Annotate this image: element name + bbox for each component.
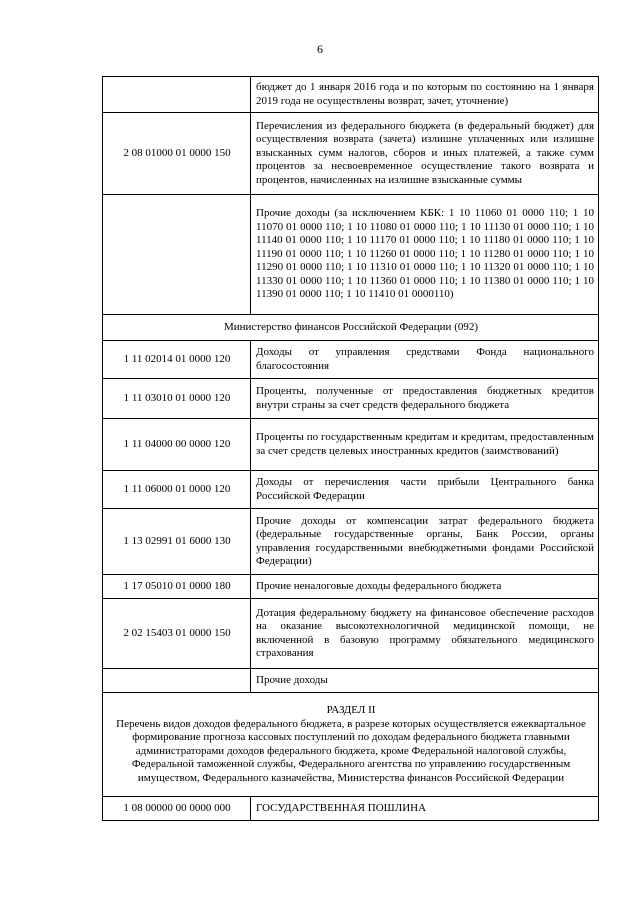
table-row — [103, 669, 599, 693]
ministry-header: Министерство финансов Российской Федерации (092) — [103, 315, 599, 341]
description-cell: Прочие доходы (за исключением КБК: 1 10 11060 01 0000 110; 1 10 11070 01 0000 110; 1 10 11080 01 0000 110; 1 10 11130 01 0000 110; 1 10 11140 01 0000 110; 1 10 11170 01 0000 110; 1 10 11180 01 0000 110; 1 10 11190 01 0000 110; 1 10 11260 01 0000 110; 1 10 11280 01 0000 110; 1 10 11290 01 0000 110; 1 10 11310 01 0000 110; 1 10 11320 01 0000 110; 1 10 11330 01 0000 110; 1 10 11360 01 0000 110; 1 10 11380 01 0000 110; 1 10 11390 01 0000 110; 1 10 11410 01 0000110) — [251, 195, 599, 315]
description-cell: Дотация федеральному бюджету на финансовое обеспечение расходов на оказание высокотехнологичной медицинской помощи, не включенной в базовую программу обязательного медицинского страхования — [251, 599, 599, 669]
ministry-header-row — [103, 315, 599, 341]
description-cell: Прочие доходы от компенсации затрат федерального бюджета (федеральные государственные органы, Банк России, органы управления государственными внебюджетными фондами Российской Федерации) — [251, 509, 599, 575]
kbk-code-cell: 1 11 02014 01 0000 120 — [103, 341, 251, 379]
section-title: РАЗДЕЛ II — [326, 704, 376, 716]
description-cell: бюджет до 1 января 2016 года и по которым по состоянию на 1 января 2019 года не осуществлены возврат, зачет, уточнение) — [251, 77, 599, 113]
table-row — [103, 419, 599, 471]
table-row — [103, 341, 599, 379]
kbk-code-cell: 1 11 06000 01 0000 120 — [103, 471, 251, 509]
table-row — [103, 797, 599, 821]
kbk-code-cell: 1 11 03010 01 0000 120 — [103, 379, 251, 419]
table-row — [103, 599, 599, 669]
kbk-code-cell: 1 13 02991 01 6000 130 — [103, 509, 251, 575]
kbk-code-cell — [103, 195, 251, 315]
description-cell: Прочие неналоговые доходы федерального бюджета — [251, 575, 599, 599]
table-row — [103, 471, 599, 509]
kbk-code-cell — [103, 669, 251, 693]
table-row — [103, 379, 599, 419]
description-cell: Доходы от перечисления части прибыли Центрального банка Российской Федерации — [251, 471, 599, 509]
kbk-code-cell: 2 08 01000 01 0000 150 — [103, 113, 251, 195]
table-row — [103, 195, 599, 315]
revenue-table — [102, 76, 599, 821]
table-row — [103, 575, 599, 599]
kbk-code-cell: 1 11 04000 00 0000 120 — [103, 419, 251, 471]
description-cell: Перечисления из федерального бюджета (в федеральный бюджет) для осуществления возврата (зачета) излишне уплаченных или излишне взысканных сумм налогов, сборов и иных платежей, а также сумм процентов за несвоевременное осуществление такого возврата и процентов, начисленных на излишне взысканные суммы — [251, 113, 599, 195]
kbk-code-cell — [103, 77, 251, 113]
table-row — [103, 77, 599, 113]
description-cell: ГОСУДАРСТВЕННАЯ ПОШЛИНА — [251, 797, 599, 821]
section-cell — [103, 693, 599, 797]
page-number: 6 — [317, 42, 323, 56]
description-cell: Прочие доходы — [251, 669, 599, 693]
table-row — [103, 113, 599, 195]
description-cell: Проценты, полученные от предоставления бюджетных кредитов внутри страны за счет средств федерального бюджета — [251, 379, 599, 419]
description-cell: Проценты по государственным кредитам и кредитам, предоставленным за счет средств целевых иностранных кредитов (заимствований) — [251, 419, 599, 471]
kbk-code-cell: 2 02 15403 01 0000 150 — [103, 599, 251, 669]
section-row — [103, 693, 599, 797]
description-cell: Доходы от управления средствами Фонда национального благосостояния — [251, 341, 599, 379]
table-row — [103, 509, 599, 575]
section-description: Перечень видов доходов федерального бюджета, в разрезе которых осуществляется ежеквартальное формирование прогноза кассовых поступлений по доходам федерального бюджета главными администраторами доходов федерального бюджета, кроме Федеральной налоговой службы, Федеральной таможенной службы, Федерального агентства по управлению государственным имуществом, Федерального казначейства, Министерства финансов Российской Федерации — [116, 717, 586, 784]
kbk-code-cell: 1 17 05010 01 0000 180 — [103, 575, 251, 599]
kbk-code-cell: 1 08 00000 00 0000 000 — [103, 797, 251, 821]
